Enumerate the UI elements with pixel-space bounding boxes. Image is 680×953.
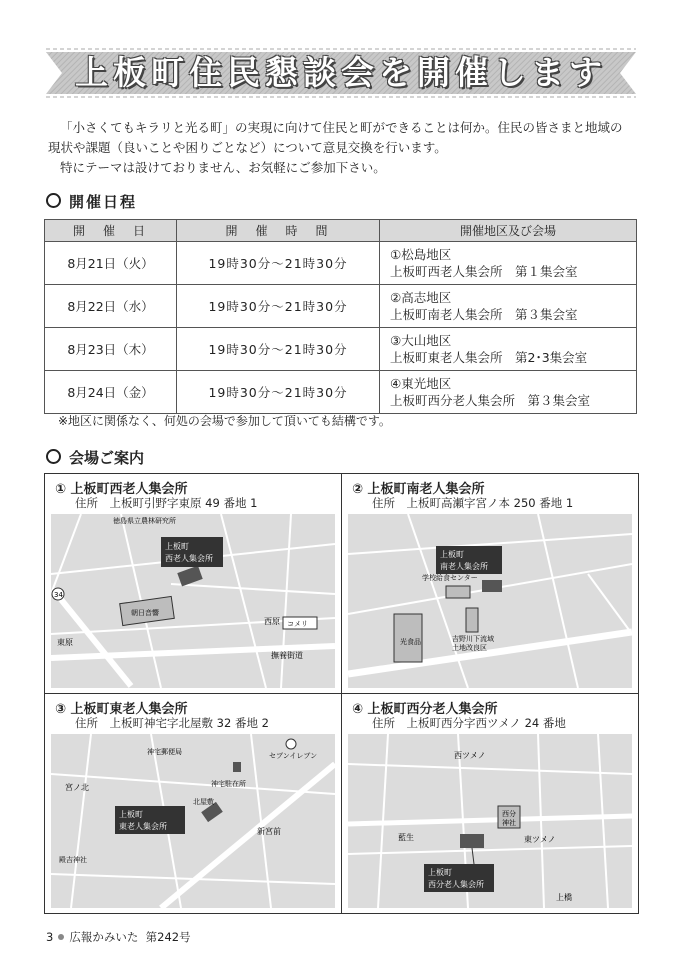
map-label: 西原 [264,617,280,626]
map-label: 宮ノ北 [65,783,89,792]
page-footer [46,929,191,945]
intro-line: 特にテーマは設けておりません、お気軽にご参加下さい。 [60,160,386,175]
map-label: 藍生 [398,833,414,842]
row-date: 8月24日（金） [45,371,177,414]
route-marker: 34 [54,591,63,599]
title-banner [46,46,636,100]
map-panel-south [342,474,638,693]
map-label: 光食品 [400,638,421,646]
map-nishibun [348,734,632,908]
page-number: 3 [46,930,54,944]
table-row [45,285,637,328]
row-venue-name: 上板町南老人集会所 第３集会室 [390,307,578,322]
row-date: 8月21日（火） [45,242,177,285]
table-header-row [45,220,637,242]
row-time: 19時30分〜21時30分 [177,285,380,328]
venue-heading-text: 会場ご案内 [69,449,145,467]
row-time: 19時30分〜21時30分 [177,328,380,371]
panel-address: 住所 上板町高瀬字宮ノ本 250 番地 1 [372,496,574,510]
map-label: 朝日音響 [131,609,159,617]
map-panel-east [45,694,341,913]
row-venue-name: 上板町西分老人集会所 第３集会室 [390,393,591,408]
row-venue [380,285,637,328]
circle-icon [46,449,61,464]
circle-icon [46,193,61,208]
panel-title: ① 上板町西老人集会所 [55,482,188,497]
map-label: 上橋 [556,893,572,902]
map-label: コメリ [287,620,308,628]
row-time: 19時30分〜21時30分 [177,371,380,414]
issue-number: 第242号 [145,930,191,944]
intro-text [48,118,648,178]
map-label: 東老人集会所 [119,822,167,831]
map-label: 南老人集会所 [440,562,488,571]
panel-address: 住所 上板町神宅字北屋敷 32 番地 2 [75,716,269,730]
row-time: 19時30分〜21時30分 [177,242,380,285]
table-row [45,242,637,285]
row-area: ②高志地区 [390,290,452,305]
building-marker [460,834,484,848]
table-row [45,328,637,371]
page-title: 上板町住民懇談会を開催します [75,53,607,92]
map-label: 上板町 [440,550,464,559]
map-west [51,514,335,688]
publication-name: 広報かみいた [69,930,139,944]
map-label: 西老人集会所 [165,554,213,563]
map-label: 神宅駐在所 [211,780,246,788]
map-label: 上板町 [119,810,143,819]
row-venue-name: 上板町東老人集会所 第2･3集会室 [390,350,588,365]
venue-maps [44,473,639,914]
intro-line: 現状や課題（良いことや困りごとなど）について意見交換を行います。 [48,140,447,155]
row-venue-name: 上板町西老人集会所 第１集会室 [390,264,578,279]
schedule-note: ※地区に関係なく、何処の会場で参加して頂いても結構です。 [58,414,391,428]
map-panel-west [45,474,341,693]
map-label: 北屋敷 [193,798,214,806]
map-label: 東ツメノ [524,835,556,844]
map-south [348,514,632,688]
row-date: 8月22日（水） [45,285,177,328]
schedule-table [44,219,637,414]
row-area: ④東光地区 [390,376,452,391]
map-panel-nishibun [342,694,638,913]
map-label: 学校給食センター [422,574,478,582]
intro-line: 「小さくてもキラリと光る町」の実現に向けて住民と町ができることは何か。住民の皆さまと地域の [60,120,623,135]
col-header-date: 開 催 日 [45,220,177,242]
map-label: 吉野川下流域 [452,635,494,643]
map-label: 殿吉神社 [59,856,87,864]
map-label: 東原 [57,638,73,647]
schedule-heading [46,191,137,212]
map-label: 西ツメノ [454,751,486,760]
map-label: 土地改良区 [452,644,487,652]
bullet-icon [58,934,64,940]
row-venue [380,242,637,285]
row-venue [380,371,637,414]
panel-title: ③ 上板町東老人集会所 [55,702,188,717]
col-header-time: 開 催 時 間 [177,220,380,242]
building-marker [482,580,502,592]
map-label: 徳島県立農林研究所 [113,517,176,525]
map-label: セブンイレブン [269,752,318,760]
row-date: 8月23日（木） [45,328,177,371]
panel-address: 住所 上板町引野字東原 49 番地 1 [75,496,258,510]
map-label: 西分 [502,810,516,818]
schedule-heading-text: 開催日程 [69,193,138,211]
venue-heading [46,447,144,468]
map-east [51,734,335,908]
map-label: 撫養街道 [271,651,303,660]
map-label: 神宅郵便局 [147,748,182,756]
panel-title: ② 上板町南老人集会所 [352,482,485,497]
row-area: ③大山地区 [390,333,452,348]
row-venue [380,328,637,371]
panel-title: ④ 上板町西分老人集会所 [352,702,498,717]
col-header-venue: 開催地区及び会場 [380,220,637,242]
table-row [45,371,637,414]
map-label: 新宮前 [257,827,281,836]
row-area: ①松島地区 [390,247,452,262]
map-label: 上板町 [165,542,189,551]
map-label: 神社 [502,819,516,827]
map-label: 上板町 [428,868,452,877]
panel-address: 住所 上板町西分字西ツメノ 24 番地 [372,716,566,730]
map-label: 西分老人集会所 [428,880,484,889]
